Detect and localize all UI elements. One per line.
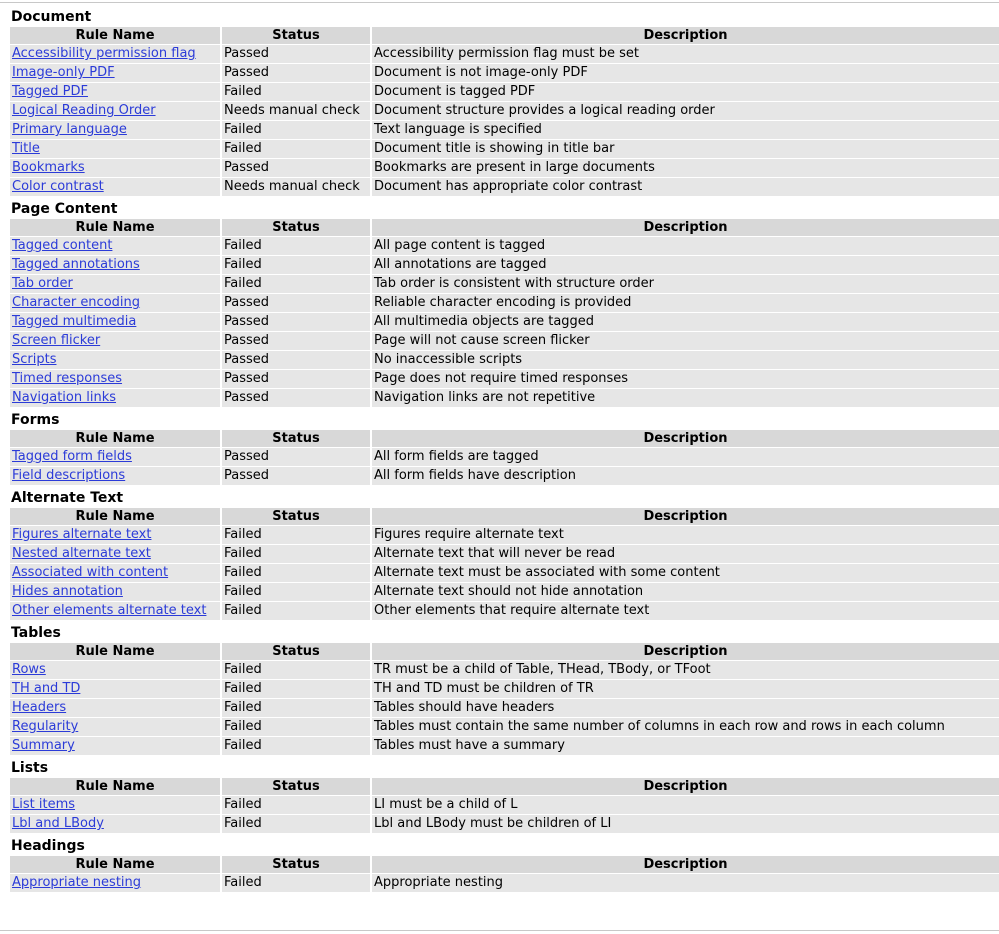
- rule-cell: [10, 64, 220, 82]
- table-row: [10, 545, 999, 563]
- table-row: [10, 699, 999, 717]
- rule-cell: [10, 661, 220, 679]
- section-title: Headings: [11, 838, 85, 854]
- section-title: Alternate Text: [11, 490, 124, 506]
- status-cell: Failed: [222, 526, 370, 544]
- rule-link[interactable]: Regularity: [12, 719, 79, 734]
- status-cell: Passed: [222, 294, 370, 312]
- column-header-rule-name: Rule Name: [10, 778, 220, 795]
- column-header-description: Description: [372, 856, 999, 873]
- status-cell: Failed: [222, 275, 370, 293]
- rule-cell: [10, 699, 220, 717]
- column-header-rule-name: Rule Name: [10, 430, 220, 447]
- status-cell: Failed: [222, 237, 370, 255]
- rule-cell: [10, 45, 220, 63]
- rule-link[interactable]: Timed responses: [12, 371, 123, 386]
- rule-link[interactable]: Associated with content: [12, 565, 169, 580]
- rule-link[interactable]: Headers: [12, 700, 67, 715]
- table-row: [10, 140, 999, 158]
- rule-cell: [10, 737, 220, 755]
- rule-link[interactable]: Figures alternate text: [12, 527, 152, 542]
- section-tables: [0, 624, 999, 756]
- table-header-row: [10, 219, 999, 236]
- status-cell: Failed: [222, 545, 370, 563]
- description-cell: All form fields have description: [372, 467, 999, 485]
- description-cell: All annotations are tagged: [372, 256, 999, 274]
- section-document: [0, 8, 999, 197]
- rule-link[interactable]: Tab order: [12, 276, 73, 291]
- rule-cell: [10, 815, 220, 833]
- status-cell: Passed: [222, 159, 370, 177]
- rule-link[interactable]: Tagged form fields: [12, 449, 132, 464]
- status-cell: Failed: [222, 815, 370, 833]
- description-cell: Document has appropriate color contrast: [372, 178, 999, 196]
- column-header-rule-name: Rule Name: [10, 643, 220, 660]
- section-forms: [0, 411, 999, 486]
- table-row: [10, 389, 999, 407]
- description-cell: Document is tagged PDF: [372, 83, 999, 101]
- rule-cell: [10, 583, 220, 601]
- description-cell: No inaccessible scripts: [372, 351, 999, 369]
- table-row: [10, 661, 999, 679]
- rule-cell: [10, 370, 220, 388]
- description-cell: Tables must contain the same number of columns in each row and rows in each column: [372, 718, 999, 736]
- rule-cell: [10, 294, 220, 312]
- rules-table: [8, 26, 999, 197]
- rule-link[interactable]: Other elements alternate text: [12, 603, 207, 618]
- rule-link[interactable]: Appropriate nesting: [12, 875, 142, 890]
- status-cell: Failed: [222, 121, 370, 139]
- rule-cell: [10, 83, 220, 101]
- top-divider: [0, 2, 999, 3]
- description-cell: All form fields are tagged: [372, 448, 999, 466]
- status-cell: Passed: [222, 332, 370, 350]
- rule-link[interactable]: Color contrast: [12, 179, 104, 194]
- rules-table: [8, 642, 999, 756]
- status-cell: Failed: [222, 718, 370, 736]
- column-header-status: Status: [222, 643, 370, 660]
- rule-cell: [10, 448, 220, 466]
- description-cell: All multimedia objects are tagged: [372, 313, 999, 331]
- rules-table: [8, 429, 999, 486]
- status-cell: Failed: [222, 256, 370, 274]
- table-row: [10, 275, 999, 293]
- table-header-row: [10, 27, 999, 44]
- table-row: [10, 351, 999, 369]
- status-cell: Passed: [222, 448, 370, 466]
- rule-cell: [10, 602, 220, 620]
- table-header-row: [10, 778, 999, 795]
- description-cell: Document structure provides a logical reading order: [372, 102, 999, 120]
- rule-cell: [10, 467, 220, 485]
- status-cell: Passed: [222, 313, 370, 331]
- rule-cell: [10, 332, 220, 350]
- status-cell: Needs manual check: [222, 178, 370, 196]
- column-header-status: Status: [222, 430, 370, 447]
- rules-table: [8, 218, 999, 408]
- section-title: Page Content: [11, 201, 118, 217]
- description-cell: Accessibility permission flag must be set: [372, 45, 999, 63]
- rules-table: [8, 507, 999, 621]
- description-cell: Document is not image-only PDF: [372, 64, 999, 82]
- table-row: [10, 332, 999, 350]
- description-cell: Text language is specified: [372, 121, 999, 139]
- table-row: [10, 602, 999, 620]
- table-row: [10, 102, 999, 120]
- description-cell: LI must be a child of L: [372, 796, 999, 814]
- column-header-description: Description: [372, 27, 999, 44]
- description-cell: Other elements that require alternate text: [372, 602, 999, 620]
- status-cell: Failed: [222, 796, 370, 814]
- section-title: Document: [11, 9, 92, 25]
- status-cell: Failed: [222, 737, 370, 755]
- description-cell: Lbl and LBody must be children of LI: [372, 815, 999, 833]
- rule-cell: [10, 351, 220, 369]
- status-cell: Passed: [222, 389, 370, 407]
- description-cell: Tab order is consistent with structure order: [372, 275, 999, 293]
- column-header-rule-name: Rule Name: [10, 856, 220, 873]
- column-header-status: Status: [222, 856, 370, 873]
- description-cell: Tables must have a summary: [372, 737, 999, 755]
- rule-link[interactable]: Bookmarks: [12, 160, 85, 175]
- section-title: Tables: [11, 625, 61, 641]
- rule-link[interactable]: Tagged annotations: [12, 257, 140, 272]
- table-row: [10, 83, 999, 101]
- rule-link[interactable]: Title: [12, 141, 40, 156]
- section-headings: [0, 837, 999, 893]
- table-row: [10, 237, 999, 255]
- table-row: [10, 294, 999, 312]
- section-alternate-text: [0, 489, 999, 621]
- table-row: [10, 256, 999, 274]
- description-cell: Bookmarks are present in large documents: [372, 159, 999, 177]
- status-cell: Passed: [222, 64, 370, 82]
- rule-cell: [10, 256, 220, 274]
- column-header-rule-name: Rule Name: [10, 219, 220, 236]
- rule-link[interactable]: Navigation links: [12, 390, 117, 405]
- table-row: [10, 564, 999, 582]
- column-header-description: Description: [372, 219, 999, 236]
- table-header-row: [10, 508, 999, 525]
- status-cell: Failed: [222, 583, 370, 601]
- table-row: [10, 121, 999, 139]
- rule-cell: [10, 796, 220, 814]
- table-header-row: [10, 430, 999, 447]
- status-cell: Failed: [222, 564, 370, 582]
- table-row: [10, 178, 999, 196]
- rule-link[interactable]: Rows: [12, 662, 46, 677]
- table-header-row: [10, 643, 999, 660]
- rule-cell: [10, 140, 220, 158]
- rule-cell: [10, 874, 220, 892]
- description-cell: Document title is showing in title bar: [372, 140, 999, 158]
- status-cell: Passed: [222, 467, 370, 485]
- rule-link[interactable]: Scripts: [12, 352, 57, 367]
- rule-cell: [10, 389, 220, 407]
- rule-cell: [10, 237, 220, 255]
- table-row: [10, 583, 999, 601]
- table-row: [10, 680, 999, 698]
- description-cell: Alternate text must be associated with some content: [372, 564, 999, 582]
- description-cell: TH and TD must be children of TR: [372, 680, 999, 698]
- status-cell: Failed: [222, 602, 370, 620]
- rule-cell: [10, 159, 220, 177]
- table-row: [10, 370, 999, 388]
- column-header-description: Description: [372, 778, 999, 795]
- rule-cell: [10, 102, 220, 120]
- column-header-description: Description: [372, 643, 999, 660]
- rule-link[interactable]: Hides annotation: [12, 584, 123, 599]
- description-cell: Appropriate nesting: [372, 874, 999, 892]
- table-header-row: [10, 856, 999, 873]
- rule-cell: [10, 564, 220, 582]
- table-row: [10, 737, 999, 755]
- table-row: [10, 718, 999, 736]
- description-cell: Page does not require timed responses: [372, 370, 999, 388]
- rule-cell: [10, 275, 220, 293]
- column-header-status: Status: [222, 27, 370, 44]
- column-header-status: Status: [222, 219, 370, 236]
- rule-link[interactable]: Primary language: [12, 122, 127, 137]
- column-header-description: Description: [372, 430, 999, 447]
- rules-table: [8, 777, 999, 834]
- description-cell: Page will not cause screen flicker: [372, 332, 999, 350]
- status-cell: Failed: [222, 699, 370, 717]
- status-cell: Passed: [222, 45, 370, 63]
- rule-link[interactable]: Tagged multimedia: [12, 314, 137, 329]
- column-header-description: Description: [372, 508, 999, 525]
- rule-link[interactable]: Character encoding: [12, 295, 141, 310]
- status-cell: Failed: [222, 140, 370, 158]
- table-row: [10, 796, 999, 814]
- description-cell: Navigation links are not repetitive: [372, 389, 999, 407]
- rule-link[interactable]: TH and TD: [12, 681, 81, 696]
- rule-cell: [10, 718, 220, 736]
- table-row: [10, 448, 999, 466]
- rules-table: [8, 855, 999, 893]
- rule-cell: [10, 526, 220, 544]
- rule-cell: [10, 680, 220, 698]
- status-cell: Failed: [222, 83, 370, 101]
- rule-link[interactable]: Summary: [12, 738, 75, 753]
- rule-link[interactable]: List items: [12, 797, 76, 812]
- section-title: Forms: [11, 412, 60, 428]
- table-row: [10, 815, 999, 833]
- description-cell: TR must be a child of Table, THead, TBody, or TFoot: [372, 661, 999, 679]
- description-cell: Alternate text that will never be read: [372, 545, 999, 563]
- column-header-rule-name: Rule Name: [10, 27, 220, 44]
- table-row: [10, 159, 999, 177]
- table-row: [10, 526, 999, 544]
- table-row: [10, 467, 999, 485]
- description-cell: Tables should have headers: [372, 699, 999, 717]
- rule-link[interactable]: Image-only PDF: [12, 65, 115, 80]
- table-row: [10, 45, 999, 63]
- rule-link[interactable]: Accessibility permission flag: [12, 46, 196, 61]
- rule-link[interactable]: Nested alternate text: [12, 546, 151, 561]
- rule-link[interactable]: Tagged content: [12, 238, 113, 253]
- description-cell: Figures require alternate text: [372, 526, 999, 544]
- status-cell: Needs manual check: [222, 102, 370, 120]
- rule-cell: [10, 121, 220, 139]
- status-cell: Passed: [222, 370, 370, 388]
- rule-link[interactable]: Logical Reading Order: [12, 103, 156, 118]
- rule-link[interactable]: Field descriptions: [12, 468, 126, 483]
- description-cell: Reliable character encoding is provided: [372, 294, 999, 312]
- status-cell: Failed: [222, 680, 370, 698]
- bottom-divider: [0, 930, 999, 931]
- description-cell: Alternate text should not hide annotation: [372, 583, 999, 601]
- status-cell: Passed: [222, 351, 370, 369]
- rule-cell: [10, 313, 220, 331]
- status-cell: Failed: [222, 874, 370, 892]
- rule-link[interactable]: Tagged PDF: [12, 84, 88, 99]
- column-header-rule-name: Rule Name: [10, 508, 220, 525]
- rule-link[interactable]: Lbl and LBody: [12, 816, 104, 831]
- status-cell: Failed: [222, 661, 370, 679]
- column-header-status: Status: [222, 778, 370, 795]
- column-header-status: Status: [222, 508, 370, 525]
- rule-cell: [10, 545, 220, 563]
- description-cell: All page content is tagged: [372, 237, 999, 255]
- rule-link[interactable]: Screen flicker: [12, 333, 101, 348]
- table-row: [10, 313, 999, 331]
- accessibility-report: [0, 8, 999, 896]
- section-lists: [0, 759, 999, 834]
- table-row: [10, 874, 999, 892]
- rule-cell: [10, 178, 220, 196]
- section-title: Lists: [11, 760, 49, 776]
- table-row: [10, 64, 999, 82]
- section-page-content: [0, 200, 999, 408]
